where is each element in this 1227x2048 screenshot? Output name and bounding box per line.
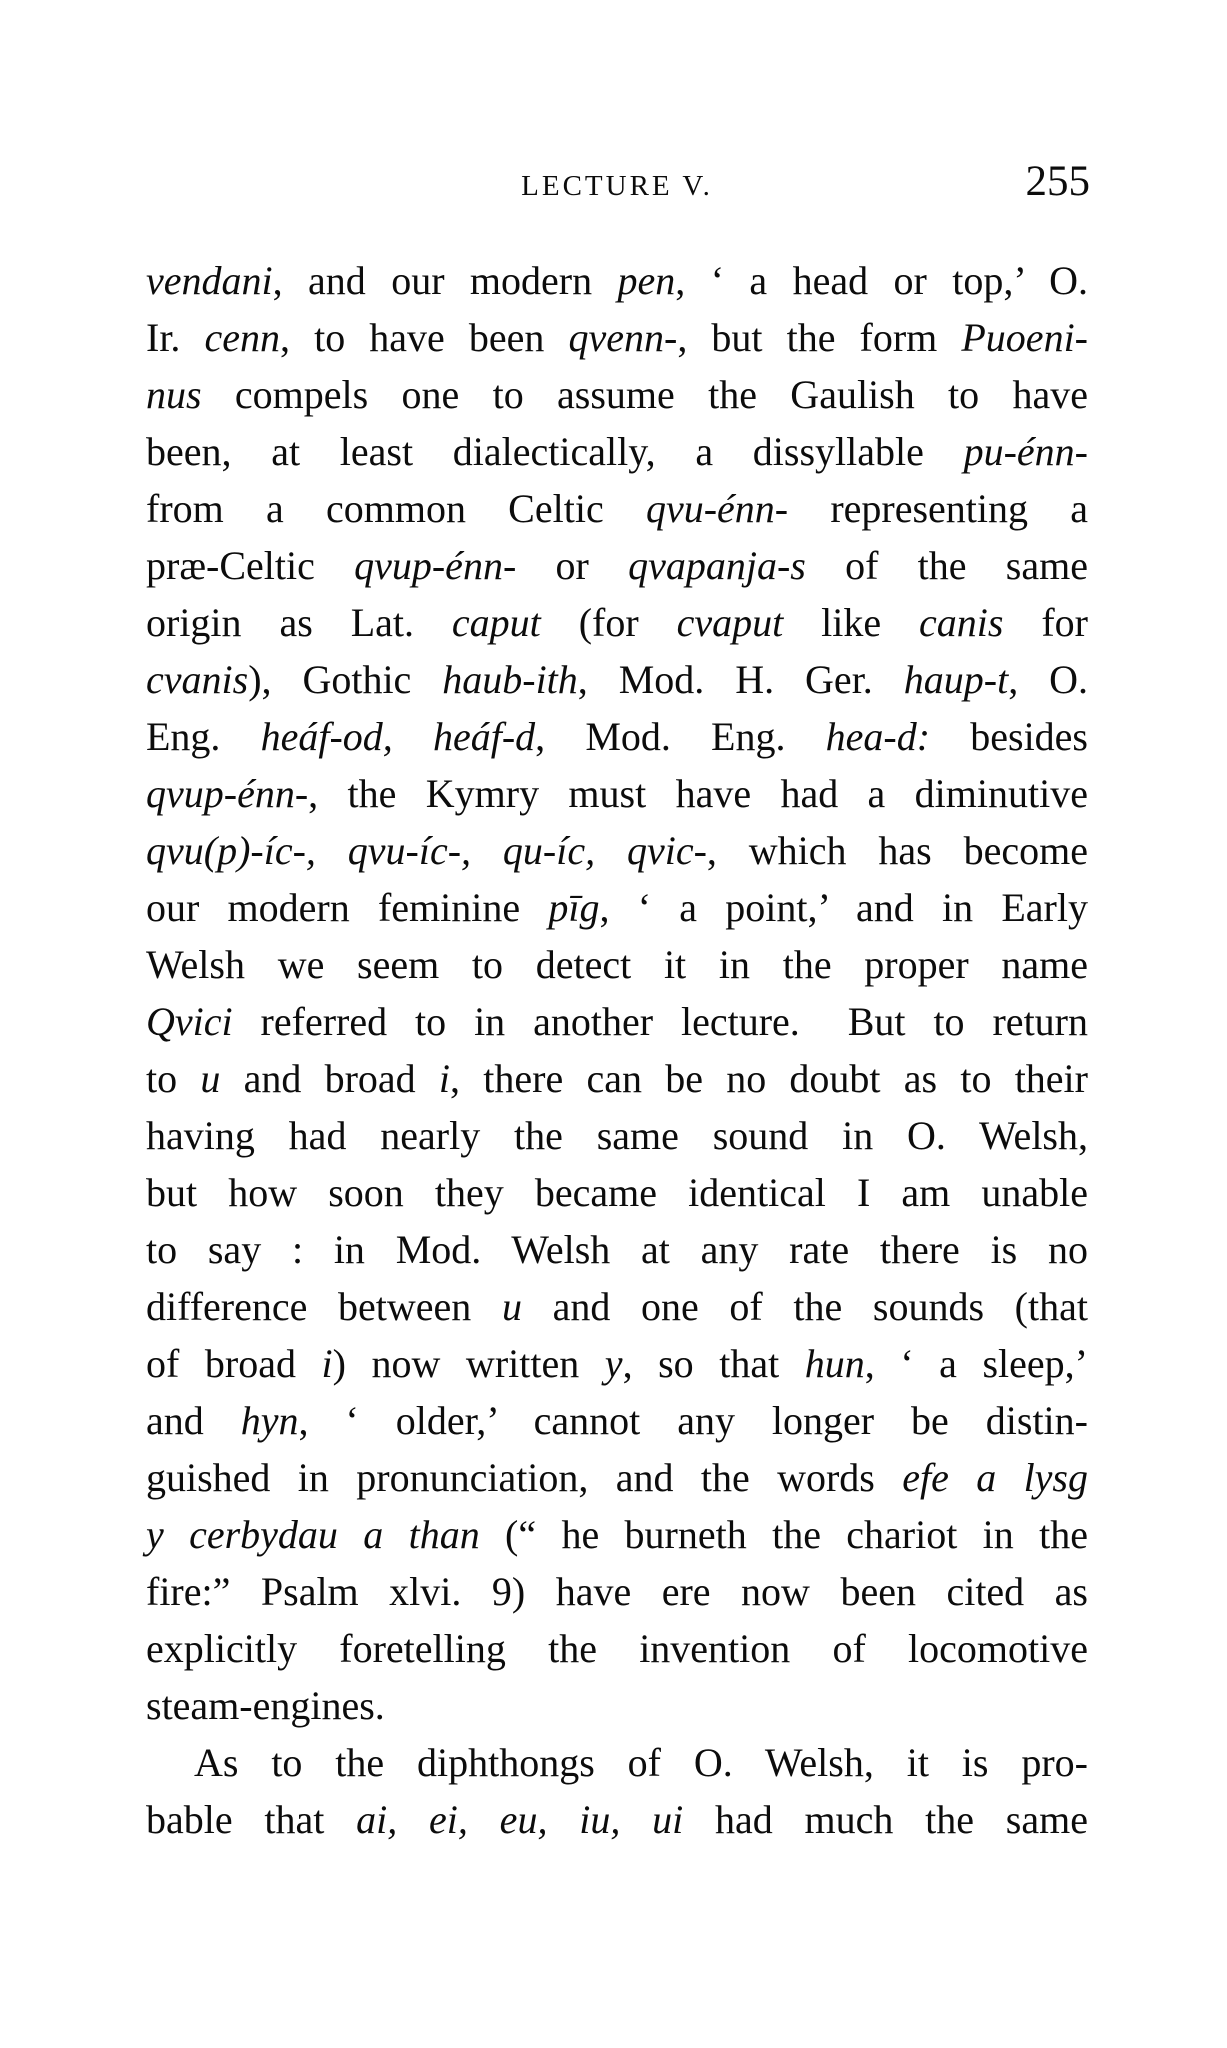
text-line <box>146 1107 1088 1164</box>
italic-text: haub-ith <box>442 657 578 702</box>
text-line <box>146 1164 1088 1221</box>
italic-text: qvu(p)-íc-, qvu-íc-, qu-íc, qvic- <box>146 828 707 873</box>
plain-text: , and our modern <box>272 258 618 303</box>
italic-text: hyn <box>240 1398 299 1443</box>
plain-text: , Mod. H. Ger. <box>577 657 904 702</box>
plain-text: like <box>783 600 920 645</box>
text-line <box>146 879 1088 936</box>
text-line <box>146 480 1088 537</box>
text-line <box>146 594 1088 651</box>
text-line <box>146 537 1088 594</box>
plain-text: , Mod. Eng. <box>535 714 826 759</box>
plain-text: , the Kymry must have had a diminutive <box>308 771 1088 816</box>
text-line <box>146 1506 1088 1563</box>
plain-text: , but the form <box>677 315 962 360</box>
italic-text: hea-d: <box>825 714 931 759</box>
plain-text: bable that <box>146 1797 357 1842</box>
italic-text: i <box>321 1341 333 1386</box>
text-line <box>146 1563 1088 1620</box>
plain-text: , ‘ a head or top,’ O. <box>675 258 1088 303</box>
text-line <box>146 1791 1088 1848</box>
plain-text: of broad <box>146 1341 322 1386</box>
text-line <box>146 651 1088 708</box>
italic-text: Puoeni- <box>961 315 1088 360</box>
plain-text: Ir. <box>146 315 205 360</box>
plain-text: to say : in Mod. Welsh at any rate there is no <box>146 1227 1088 1272</box>
italic-text: y cerbydau a than <box>146 1512 480 1557</box>
text-line <box>146 1221 1088 1278</box>
plain-text: ), Gothic <box>248 657 443 702</box>
text-line <box>146 1734 1088 1791</box>
italic-text: caput <box>451 600 541 645</box>
plain-text: and broad <box>220 1056 439 1101</box>
plain-text: , ‘ a point,’ and in Early <box>599 885 1088 930</box>
plain-text: , to have been <box>280 315 569 360</box>
text-line <box>146 252 1088 309</box>
text-body <box>146 252 1088 1848</box>
running-title: LECTURE V. <box>521 170 713 202</box>
plain-text: referred to in another lecture. But to return <box>232 999 1088 1044</box>
italic-text: y <box>604 1341 623 1386</box>
text-line <box>146 1392 1088 1449</box>
italic-text: hun <box>804 1341 865 1386</box>
plain-text: , there can be no doubt as to their <box>450 1056 1088 1101</box>
plain-text: and <box>146 1398 241 1443</box>
italic-text: i <box>438 1056 451 1101</box>
italic-text: heáf-od, heáf-d <box>260 714 536 759</box>
plain-text: but how soon they became identical I am unable <box>146 1170 1088 1215</box>
plain-text: for <box>1003 600 1089 645</box>
text-line <box>146 936 1088 993</box>
text-line <box>146 423 1088 480</box>
italic-text: efe a lysg <box>902 1455 1088 1500</box>
plain-text: compels one to assume the Gaulish to have <box>201 372 1088 417</box>
italic-text: qvup-énn- <box>146 771 309 816</box>
plain-text: præ-Celtic <box>146 543 355 588</box>
plain-text: , which has become <box>706 828 1088 873</box>
italic-text: nus <box>146 372 202 417</box>
italic-text: qvu-énn- <box>645 486 789 531</box>
plain-text: origin as Lat. <box>146 600 452 645</box>
italic-text: cenn <box>204 315 281 360</box>
text-line <box>146 765 1088 822</box>
plain-text: fire:” Psalm xlvi. 9) have ere now been cited as <box>146 1569 1088 1614</box>
plain-text: steam-engines. <box>146 1683 385 1728</box>
plain-text: guished in pronunciation, and the words <box>146 1455 903 1500</box>
italic-text: pen <box>617 258 676 303</box>
plain-text: As to the diphthongs of O. Welsh, it is pro- <box>194 1740 1088 1785</box>
text-line <box>146 708 1088 765</box>
italic-text: pīg <box>548 885 600 930</box>
plain-text: , O. <box>1008 657 1089 702</box>
plain-text: from a common Celtic <box>146 486 646 531</box>
plain-text: , ‘ a sleep,’ <box>864 1341 1088 1386</box>
italic-text: cvanis <box>146 657 249 702</box>
italic-text: ai, ei, eu, iu, ui <box>356 1797 684 1842</box>
plain-text: our modern feminine <box>146 885 549 930</box>
plain-text: (for <box>540 600 677 645</box>
plain-text: to <box>146 1056 201 1101</box>
text-line <box>146 822 1088 879</box>
plain-text: explicitly foretelling the invention of locomotive <box>146 1626 1088 1671</box>
text-line <box>146 1050 1088 1107</box>
plain-text: ) now written <box>332 1341 605 1386</box>
italic-text: qvenn- <box>568 315 678 360</box>
text-line <box>146 1278 1088 1335</box>
plain-text: Welsh we seem to detect it in the proper name <box>146 942 1088 987</box>
italic-text: haup-t <box>903 657 1009 702</box>
text-line <box>146 1677 1088 1734</box>
text-line <box>146 1449 1088 1506</box>
plain-text: representing a <box>788 486 1089 531</box>
italic-text: qvup-énn- <box>354 543 517 588</box>
italic-text: Qvici <box>146 999 233 1044</box>
plain-text: besides <box>930 714 1089 759</box>
plain-text: , so that <box>622 1341 805 1386</box>
plain-text: (“ he burneth the chariot in the <box>479 1512 1088 1557</box>
page-number: 255 <box>1025 158 1090 205</box>
italic-text: pu-énn- <box>963 429 1088 474</box>
italic-text: vendani <box>146 258 273 303</box>
plain-text: and one of the sounds (that <box>521 1284 1088 1329</box>
plain-text: Eng. <box>146 714 261 759</box>
text-line <box>146 1335 1088 1392</box>
italic-text: canis <box>919 600 1004 645</box>
plain-text: of the same <box>805 543 1088 588</box>
plain-text: been, at least dialectically, a dissyllable <box>146 429 964 474</box>
plain-text: or <box>516 543 629 588</box>
italic-text: u <box>200 1056 221 1101</box>
plain-text: had much the same <box>683 1797 1088 1842</box>
text-line <box>146 309 1088 366</box>
plain-text: difference between <box>146 1284 502 1329</box>
plain-text: , ‘ older,’ cannot any longer be distin- <box>298 1398 1088 1443</box>
text-line <box>146 1620 1088 1677</box>
italic-text: qvapanja-s <box>628 543 806 588</box>
text-line <box>146 993 1088 1050</box>
plain-text: having had nearly the same sound in O. Welsh, <box>146 1113 1088 1158</box>
italic-text: cvaput <box>676 600 784 645</box>
italic-text: u <box>501 1284 522 1329</box>
text-line <box>146 366 1088 423</box>
